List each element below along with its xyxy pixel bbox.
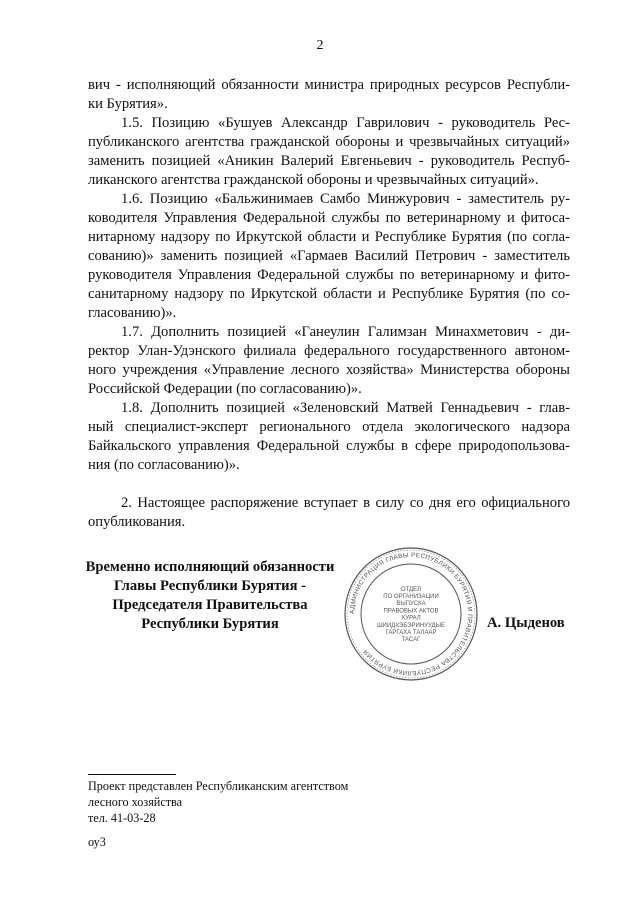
stamp-text: ПО ОРГАНИЗАЦИИ xyxy=(383,594,439,600)
official-stamp xyxy=(343,546,479,682)
footer-divider xyxy=(88,774,176,775)
signature-title-line: Председателя Правительства xyxy=(112,597,308,613)
signature-title xyxy=(60,558,360,634)
stamp-text: ТАСАГ xyxy=(401,637,421,644)
body-line: ки Бурятия». xyxy=(88,96,168,112)
body-line: 1.6. Позицию «Бальжинимаев Самбо Минжурович - заместитель ру- xyxy=(121,191,570,207)
body-line: заменить позицией «Аникин Валерий Евгеньевич - руководитель Респуб- xyxy=(88,153,570,169)
stamp-text: ГАРГАХА ТАЛААР xyxy=(385,630,437,636)
body-line: Байкальского управления Федеральной службы в сфере природопользова- xyxy=(88,438,570,454)
body-line: ный специалист-эксперт регионального отдела экологического надзора xyxy=(88,419,570,435)
signature-title-line: Главы Республики Бурятия - xyxy=(114,578,306,594)
svg-text:АДМИНИСТРАЦИЯ ГЛАВЫ РЕСПУБЛИКИ: АДМИНИСТРАЦИЯ ГЛАВЫ РЕСПУБЛИКИ БУРЯТИЯ И ПРАВИТЕЛЬСТВА РЕСПУБЛИКИ БУРЯТИЯ xyxy=(348,551,474,677)
body-line: нитарному надзору по Иркутской области и Республике Бурятия (по согла- xyxy=(88,229,570,245)
footer-line: тел. 41-03-28 xyxy=(88,811,156,825)
stamp-text: ОТДЕЛ xyxy=(400,586,422,593)
stamp-text: ХУРАЛ xyxy=(401,615,421,622)
signature-title-line: Республики Бурятия xyxy=(141,616,279,632)
body-line: гласованию)». xyxy=(88,305,177,321)
body-line: ководителя Управления Федеральной службы по ветеринарному и фитоса- xyxy=(88,210,570,226)
body-line: ного учреждения «Управление лесного хозяйства» Министерства обороны xyxy=(88,362,570,378)
body-line: 1.8. Дополнить позицией «Зеленовский Матвей Геннадьевич - глав- xyxy=(121,400,570,416)
page-number: 2 xyxy=(316,38,324,53)
signature-title-line: Временно исполняющий обязанности xyxy=(85,559,335,575)
footer-line: лесного хозяйства xyxy=(88,795,183,809)
body-line: опубликования. xyxy=(88,514,186,530)
body-line: публиканского агентства гражданской обороны и чрезвычайных ситуаций» xyxy=(88,134,570,150)
body-line: 2. Настоящее распоряжение вступает в силу со дня его официального xyxy=(121,495,570,511)
body-line: 1.7. Дополнить позицией «Ганеулин Галимзан Минахметович - ди- xyxy=(121,324,570,340)
stamp-text: ШИИДХЭБЭРИНУУДЫЕ xyxy=(377,622,445,629)
body-line: ния (по согласованию)». xyxy=(88,457,240,473)
body-line: 1.5. Позицию «Бушуев Александр Гаврилович - руководитель Рес- xyxy=(121,115,570,131)
body-line: Российской Федерации (по согласованию)». xyxy=(88,381,362,397)
body-line: сованию)» заменить позицией «Гармаев Василий Петрович - заместитель xyxy=(88,248,570,264)
body-line: ректор Улан-Удэнского филиала федерального государственного автоном- xyxy=(88,343,570,359)
stamp-text: ВЫПУСКА xyxy=(396,601,426,608)
footer-line: Проект представлен Республиканским агентством xyxy=(88,779,349,793)
body-line: руководителя Управления Федеральной службы по ветеринарному и фито- xyxy=(88,267,570,283)
body-line: санитарному надзору по Иркутской области и Республике Бурятия (по со- xyxy=(88,286,570,302)
body-line: ликанского агентства гражданской обороны и чрезвычайных ситуаций». xyxy=(88,172,539,188)
stamp-text: ПРАВОВЫХ АКТОВ xyxy=(383,608,439,615)
signer-name: А. Цыденов xyxy=(487,615,565,631)
body-line: вич - исполняющий обязанности министра природных ресурсов Республи- xyxy=(88,77,570,93)
footer-code: оу3 xyxy=(88,835,106,849)
